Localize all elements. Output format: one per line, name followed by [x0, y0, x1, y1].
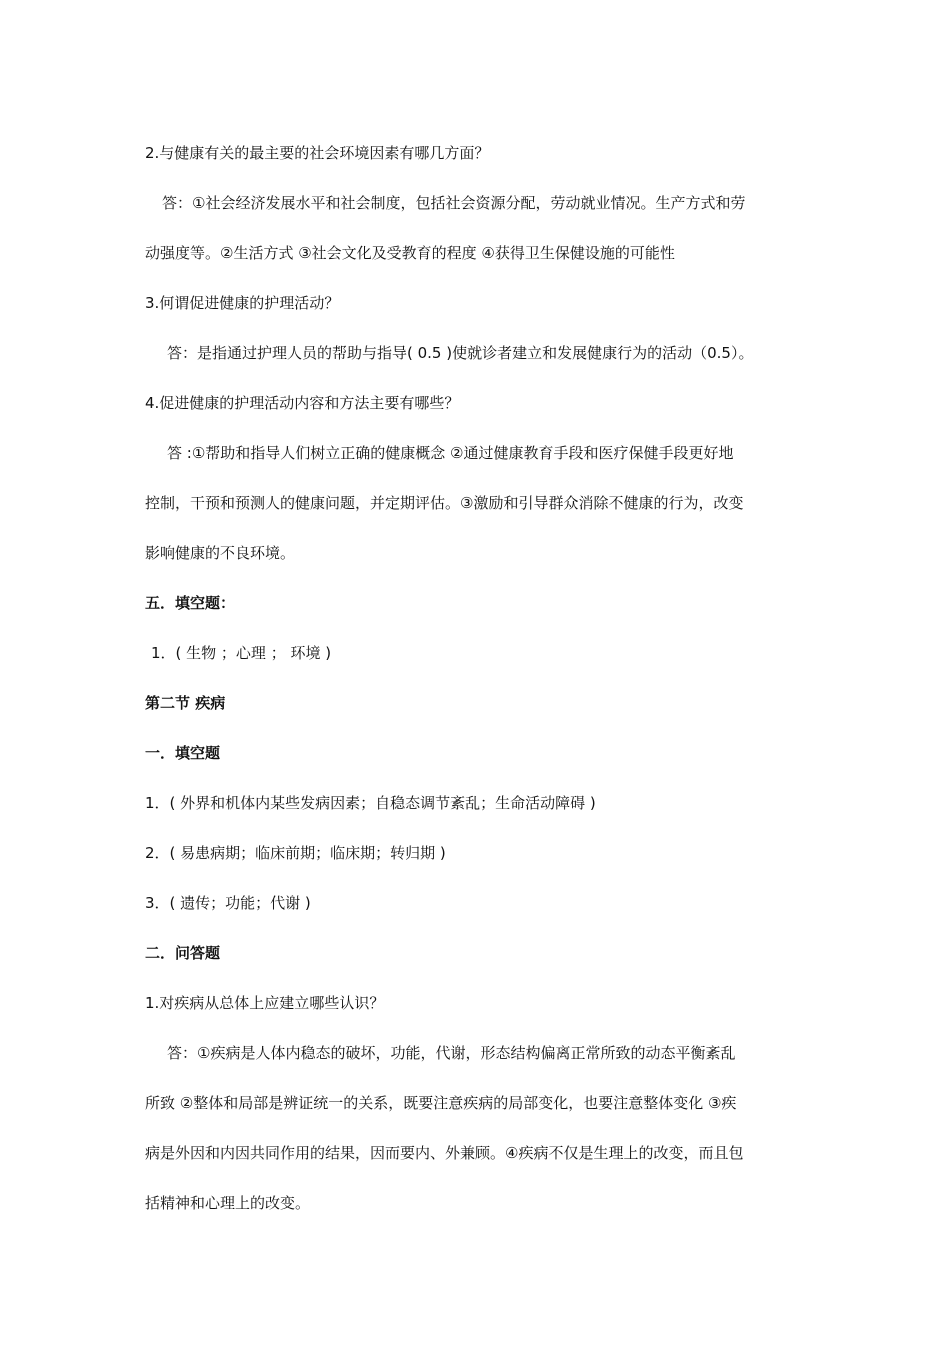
answer-4-line-2: 控制，干预和预测人的健康问题，并定期评估。③激励和引导群众消除不健康的行为，改变	[145, 494, 744, 512]
section-heading-qa: 二．问答题	[145, 944, 221, 962]
qa-answer-1-line-2: 所致 ②整体和局部是辨证统一的关系，既要注意疾病的局部变化，也要注意整体变化 ③疾	[145, 1094, 737, 1112]
qa-answer-1-line-3: 病是外因和内因共同作用的结果，因而要内、外兼顾。④疾病不仅是生理上的改变，而且包	[145, 1144, 744, 1162]
chapter-heading: 第二节 疾病	[145, 694, 226, 712]
section-heading-fill-blank: 五．填空题：	[145, 594, 236, 612]
qa-answer-1-line-4: 括精神和心理上的改变。	[145, 1194, 311, 1212]
answer-2-line-1: 答：①社会经济发展水平和社会制度，包括社会资源分配，劳动就业情况。生产方式和劳	[162, 194, 746, 212]
question-2: 2.与健康有关的最主要的社会环境因素有哪几方面？	[145, 144, 490, 162]
fill-blank-answer-2-2: 2．( 易患病期；临床前期；临床期；转归期 )	[145, 844, 446, 862]
question-3: 3.何谓促进健康的护理活动？	[145, 294, 340, 312]
answer-4-line-1: 答 :①帮助和指导人们树立正确的健康概念 ②通过健康教育手段和医疗保健手段更好地	[167, 444, 734, 462]
fill-blank-answer-2-1: 1．( 外界和机体内某些发病因素；自稳态调节紊乱；生命活动障碍 )	[145, 794, 596, 812]
answer-2-line-2: 动强度等。②生活方式 ③社会文化及受教育的程度 ④获得卫生保健设施的可能性	[145, 244, 675, 262]
fill-blank-answer-1: 1．( 生物 ；心理 ； 环境 )	[151, 644, 332, 662]
section-heading-fill-blank-2: 一．填空题	[145, 744, 221, 762]
question-4: 4.促进健康的护理活动内容和方法主要有哪些？	[145, 394, 460, 412]
document-page	[145, 128, 817, 1228]
qa-question-1: 1.对疾病从总体上应建立哪些认识？	[145, 994, 385, 1012]
answer-4-line-3: 影响健康的不良环境。	[145, 544, 296, 562]
qa-answer-1-line-1: 答：①疾病是人体内稳态的破坏，功能，代谢，形态结构偏离正常所致的动态平衡紊乱	[167, 1044, 736, 1062]
fill-blank-answer-2-3: 3．( 遗传；功能；代谢 )	[145, 894, 311, 912]
answer-3: 答：是指通过护理人员的帮助与指导( 0.5 )使就诊者建立和发展健康行为的活动（0.5）。	[167, 344, 754, 362]
